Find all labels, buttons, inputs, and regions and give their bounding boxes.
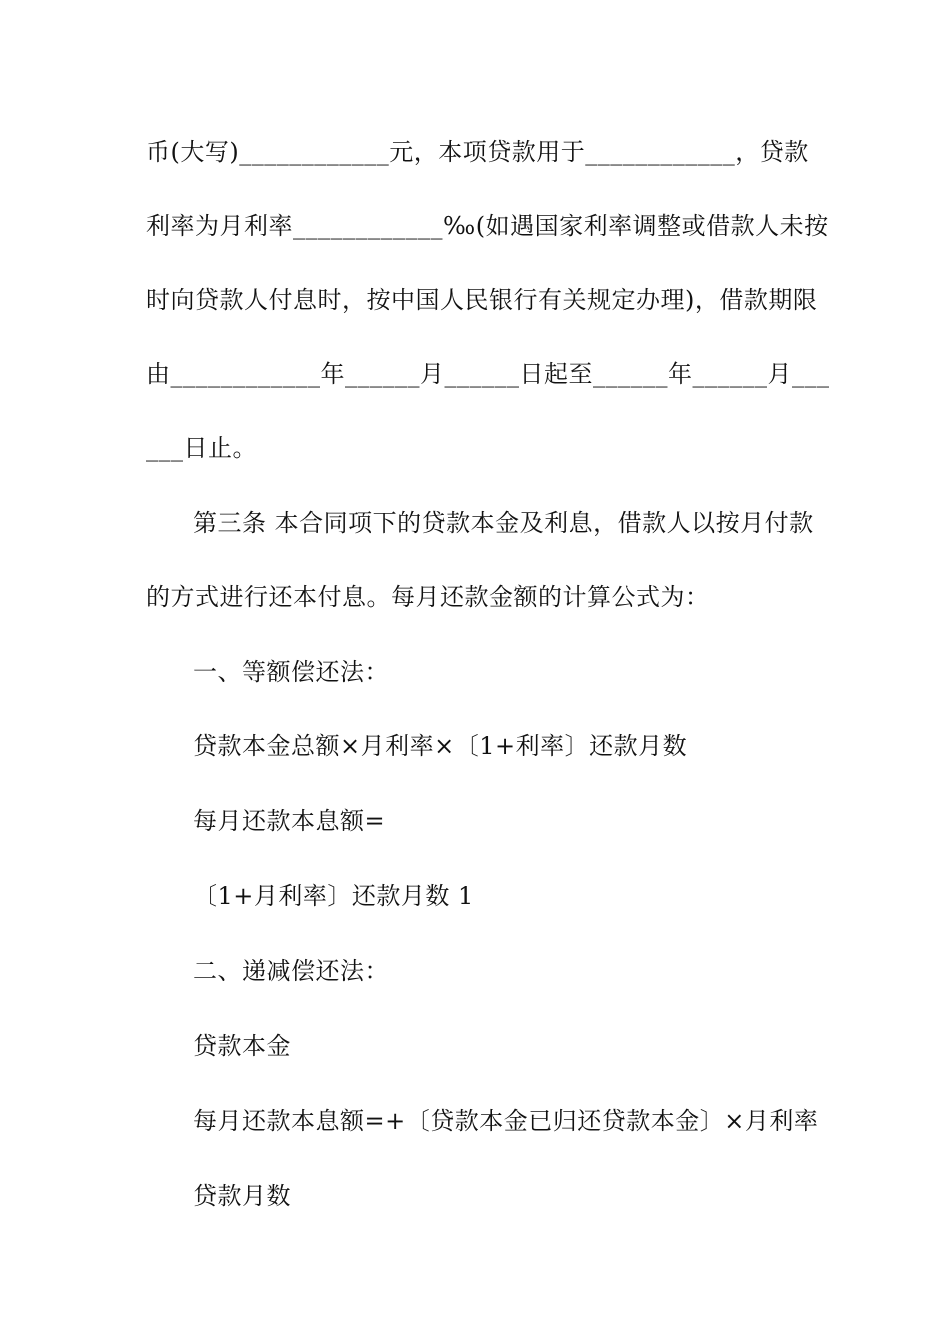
formula-line-4: 贷款本金 — [193, 1032, 291, 1060]
text-line-7: 的方式进行还本付息。每月还款金额的计算公式为： — [146, 583, 710, 611]
text-line-1: 币(大写)____________元，本项贷款用于____________，贷款 — [146, 138, 809, 166]
formula-line-1: 贷款本金总额×月利率×〔1+利率〕还款月数 — [193, 732, 688, 760]
formula-line-3: 〔1+月利率〕还款月数 1 — [193, 882, 474, 910]
text-line-3: 时向贷款人付息时，按中国人民银行有关规定办理)，借款期限 — [146, 286, 818, 314]
text-line-5: ___日止。 — [146, 434, 257, 462]
formula-line-2: 每月还款本息额= — [193, 807, 386, 835]
text-line-2: 利率为月利率____________‰(如遇国家利率调整或借款人未按 — [146, 212, 829, 240]
method-2-heading: 二、递减偿还法： — [193, 957, 389, 985]
article-3-heading: 第三条 本合同项下的贷款本金及利息，借款人以按月付款 — [193, 509, 814, 537]
text-line-4: 由____________年______月______日起至______年______月___ — [146, 360, 830, 388]
formula-line-5: 每月还款本息额=+〔贷款本金已归还贷款本金〕×月利率 — [193, 1107, 819, 1135]
method-1-heading: 一、等额偿还法： — [193, 658, 389, 686]
formula-line-6: 贷款月数 — [193, 1182, 291, 1210]
